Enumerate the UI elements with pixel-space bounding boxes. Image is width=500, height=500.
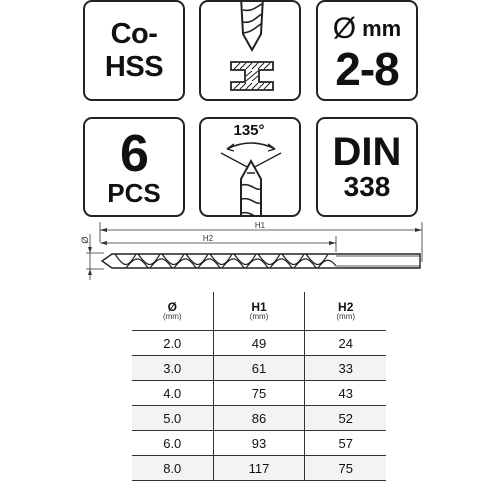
header-unit: (mm) xyxy=(336,312,356,322)
cell-h1: 75 xyxy=(213,381,305,406)
h2-label: H2 xyxy=(202,234,214,243)
angle-label: 135° xyxy=(233,122,265,139)
table-row xyxy=(132,456,386,481)
drill-tip-icon xyxy=(201,2,301,101)
table-row xyxy=(132,431,386,456)
cell-diameter: 6.0 xyxy=(132,431,213,456)
header-diameter xyxy=(132,292,213,331)
cell-h2: 33 xyxy=(305,356,386,381)
size-table xyxy=(132,292,386,481)
quantity-box xyxy=(83,117,185,217)
table-row xyxy=(132,356,386,381)
cell-h2: 52 xyxy=(305,406,386,431)
cell-h2: 43 xyxy=(305,381,386,406)
point-angle-box xyxy=(199,117,301,217)
table-header-row xyxy=(132,292,386,331)
header-unit: (mm) xyxy=(162,312,182,322)
header-h2 xyxy=(305,292,386,331)
cell-h2: 24 xyxy=(305,331,386,356)
h1-label: H1 xyxy=(254,221,266,230)
standard-number: 338 xyxy=(343,171,391,203)
header-unit: (mm) xyxy=(249,312,269,322)
header-label: Ø xyxy=(167,299,177,314)
diameter-symbol: Ø xyxy=(332,11,357,45)
cell-diameter: 3.0 xyxy=(132,356,213,381)
standard-box xyxy=(316,117,418,217)
header-label: H2 xyxy=(338,299,354,314)
standard-label: DIN xyxy=(332,130,402,175)
cell-h2: 57 xyxy=(305,431,386,456)
cell-diameter: 5.0 xyxy=(132,406,213,431)
header-h1 xyxy=(213,292,305,331)
diameter-dimension-label: Ø xyxy=(80,236,90,244)
cell-h2: 75 xyxy=(305,456,386,481)
cell-h1: 86 xyxy=(213,406,305,431)
header-label: H1 xyxy=(251,299,267,314)
cell-diameter: 8.0 xyxy=(132,456,213,481)
diameter-range-box xyxy=(316,0,418,101)
quantity-value: 6 xyxy=(120,125,148,183)
drill-dimension-diagram xyxy=(60,220,500,290)
point-angle-icon xyxy=(201,119,301,217)
cell-h1: 93 xyxy=(213,431,305,456)
cell-h1: 49 xyxy=(213,331,305,356)
diameter-unit: mm xyxy=(362,15,402,41)
table-row xyxy=(132,406,386,431)
quantity-unit: PCS xyxy=(107,178,161,208)
cell-diameter: 2.0 xyxy=(132,331,213,356)
diameter-range: 2-8 xyxy=(335,42,399,95)
material-box xyxy=(83,0,185,101)
table-row xyxy=(132,381,386,406)
drill-tip-icon-box xyxy=(199,0,301,101)
cell-h1: 61 xyxy=(213,356,305,381)
cell-diameter: 4.0 xyxy=(132,381,213,406)
material-label: Co-HSS xyxy=(104,17,164,83)
cell-h1: 117 xyxy=(213,456,305,481)
table-row xyxy=(132,331,386,356)
